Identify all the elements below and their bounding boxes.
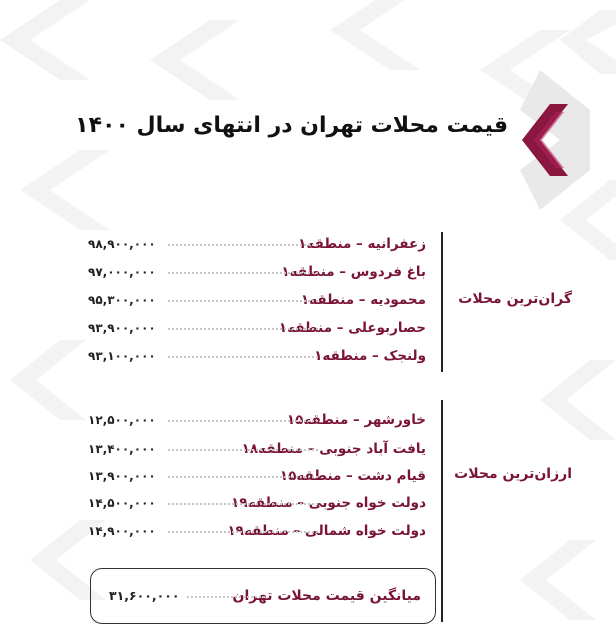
list-item [88,232,426,256]
neighborhood-name: یافت آباد جنوبی – منطقه۱۸ [241,441,426,457]
neighborhood-name: خاورشهر – منطقه۱۵ [286,412,426,428]
leader-dots [168,244,318,246]
leader-dots [187,596,265,598]
average-price-value: ۳۱,۶۰۰,۰۰۰ [109,588,180,603]
group-label-expensive: گران‌ترین محلات [458,291,572,307]
leader-dots [168,420,318,422]
neighborhood-name: حصاربوعلی – منطقه۱ [278,320,426,336]
list-item [88,288,426,312]
list-item [88,316,426,340]
list-item [88,260,426,284]
price-value: ۹۸,۹۰۰,۰۰۰ [88,237,156,251]
leader-dots [168,476,318,478]
list-item [88,491,426,515]
list-item [88,344,426,368]
leader-dots [168,328,318,330]
neighborhood-name: محمودیه – منطقه۱ [300,292,426,308]
neighborhood-name: باغ فردوس – منطقه۱ [281,264,426,280]
neighborhood-name: قیام دشت – منطقه۱۵ [279,468,426,484]
group-label-cheapest: ارزان‌ترین محلات [454,466,572,482]
neighborhood-name: دولت خواه جنوبی – منطقه۱۹ [231,495,426,511]
leader-dots [168,272,318,274]
list-item [88,519,426,543]
page-title: قیمت محلات تهران در انتهای سال ۱۴۰۰ [75,113,508,138]
neighborhood-name: زعفرانیه – منطقه۱ [298,236,426,252]
leader-dots [168,300,318,302]
price-value: ۱۲,۵۰۰,۰۰۰ [88,413,156,427]
leader-dots [168,531,318,533]
price-value: ۹۵,۳۰۰,۰۰۰ [88,293,156,307]
list-item [88,408,426,432]
list-item [88,464,426,488]
list-item [88,437,426,461]
title-chevron-icon [516,104,568,176]
price-value: ۱۳,۹۰۰,۰۰۰ [88,469,156,483]
leader-dots [168,449,318,451]
price-value: ۱۴,۹۰۰,۰۰۰ [88,524,156,538]
price-value: ۹۳,۱۰۰,۰۰۰ [88,349,156,363]
neighborhood-name: ولنجک – منطقه۱ [314,348,426,364]
group-divider-cheapest [441,400,443,622]
price-value: ۱۳,۴۰۰,۰۰۰ [88,442,156,456]
leader-dots [168,356,318,358]
price-value: ۹۳,۹۰۰,۰۰۰ [88,321,156,335]
average-price-box [90,568,436,624]
price-value: ۹۷,۰۰۰,۰۰۰ [88,265,156,279]
neighborhood-name: دولت خواه شمالی – منطقه۱۹ [227,523,426,539]
leader-dots [168,503,318,505]
group-divider-expensive [441,232,443,372]
price-value: ۱۴,۵۰۰,۰۰۰ [88,496,156,510]
average-label: میانگین قیمت محلات تهران [232,588,421,604]
